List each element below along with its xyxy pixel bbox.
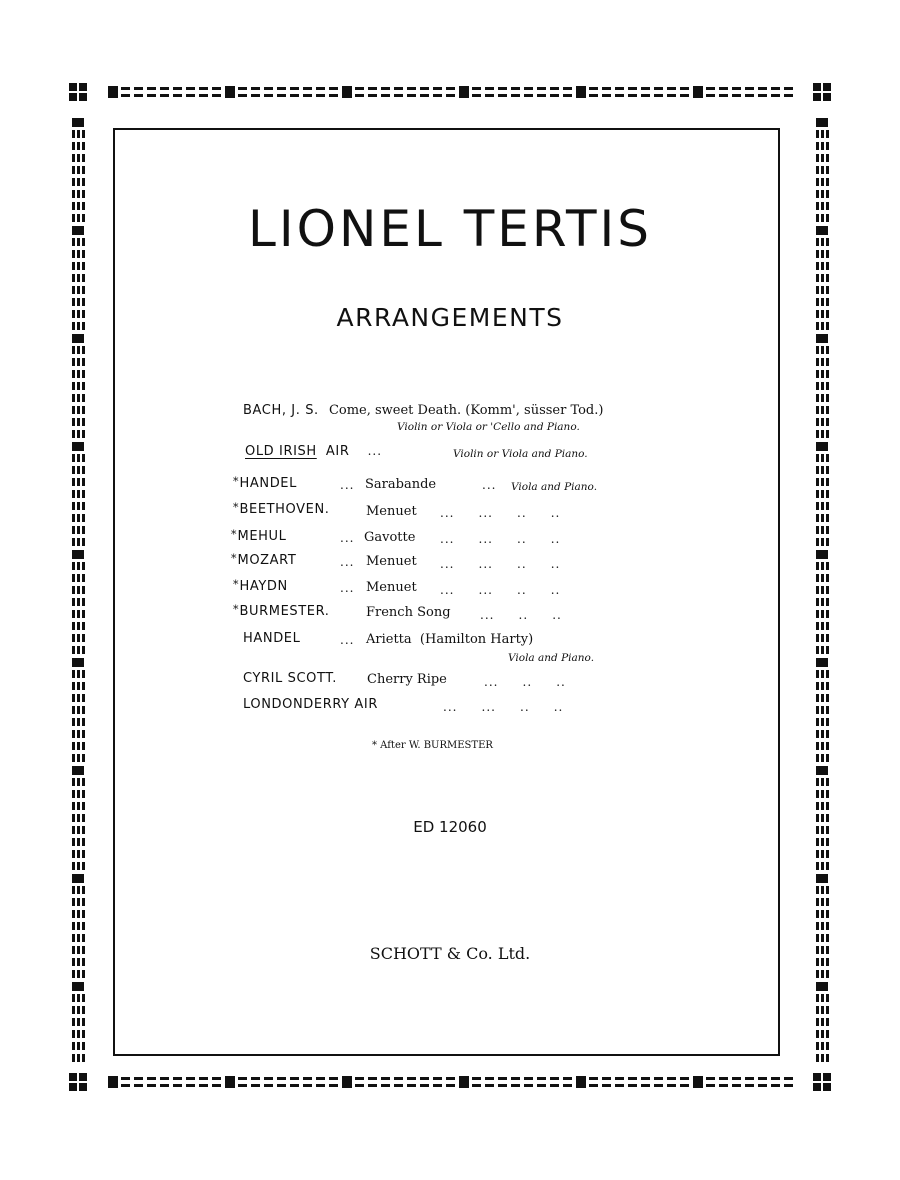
leader-dots: ... <box>367 444 383 458</box>
footnote-star: * <box>231 528 237 541</box>
list-item <box>231 529 286 544</box>
leader-dots: ... ... .. .. <box>440 532 561 546</box>
footnote-star: * <box>233 475 239 488</box>
composer-name: BACH, J. S. <box>243 403 319 418</box>
work-title: Menuet <box>366 504 417 519</box>
leader-dots: ... ... .. .. <box>440 506 561 520</box>
page-title: LIONEL TERTIS <box>248 200 652 258</box>
list-item <box>243 403 603 418</box>
work-title: AIR <box>325 444 350 459</box>
edition-number: ED 12060 <box>413 818 487 836</box>
composer-name: CYRIL SCOTT. <box>243 671 338 686</box>
instrumentation: Violin or Viola or 'Cello and Piano. <box>397 421 580 433</box>
list-item <box>233 476 297 491</box>
work-title: Cherry Ripe <box>367 672 447 687</box>
work-title: French Song <box>366 605 451 620</box>
leader-dots: ... ... .. .. <box>440 583 561 597</box>
leader-dots: ... <box>340 478 355 492</box>
list-item <box>233 579 288 594</box>
leader-dots: ... <box>340 531 355 545</box>
leader-dots: ... .. .. <box>484 675 566 689</box>
composer-name: LONDONDERRY AIR <box>243 697 378 712</box>
footnote-star: * <box>233 603 239 616</box>
list-item <box>233 502 330 517</box>
footnote-star: * <box>233 578 239 591</box>
footnote: * After W. BURMESTER <box>372 740 493 751</box>
instrumentation: Viola and Piano. <box>508 652 595 664</box>
work-title: Arietta (Hamilton Harty) <box>366 632 534 647</box>
composer-name: MEHUL <box>237 529 287 544</box>
leader-dots: ... ... .. .. <box>440 557 561 571</box>
list-item <box>243 697 378 712</box>
leader-dots: ... <box>340 581 355 595</box>
publisher-name: SCHOTT & Co. Ltd. <box>369 944 531 963</box>
footnote-star: * <box>233 501 239 514</box>
instrumentation: Viola and Piano. <box>511 481 598 493</box>
leader-dots: ... <box>340 555 355 569</box>
composer-name: HANDEL <box>243 631 301 646</box>
list-item <box>245 444 382 459</box>
composer-name: BURMESTER. <box>239 604 330 619</box>
list-item <box>243 631 300 646</box>
page-subtitle: ARRANGEMENTS <box>336 303 564 332</box>
work-title: Come, sweet Death. (Komm', süsser Tod.) <box>328 403 604 418</box>
list-item <box>231 553 296 568</box>
leader-dots: ... <box>482 478 497 492</box>
leader-dots: ... <box>340 633 355 647</box>
work-title: Menuet <box>366 580 417 595</box>
work-title: Gavotte <box>364 530 416 545</box>
composer-name: HANDEL <box>239 476 297 491</box>
footnote-star: * <box>231 552 237 565</box>
work-title: Menuet <box>366 554 417 569</box>
instrumentation: Violin or Viola and Piano. <box>453 448 588 460</box>
composer-name: MOZART <box>237 553 297 568</box>
list-item <box>243 671 337 686</box>
composer-name: BEETHOVEN. <box>239 502 330 517</box>
leader-dots: ... .. .. <box>480 608 562 622</box>
work-title: Sarabande <box>365 477 437 492</box>
composer-name: HAYDN <box>239 579 288 594</box>
list-item <box>233 604 330 619</box>
leader-dots: ... ... .. .. <box>443 700 564 714</box>
composer-name: OLD IRISH <box>245 444 317 459</box>
